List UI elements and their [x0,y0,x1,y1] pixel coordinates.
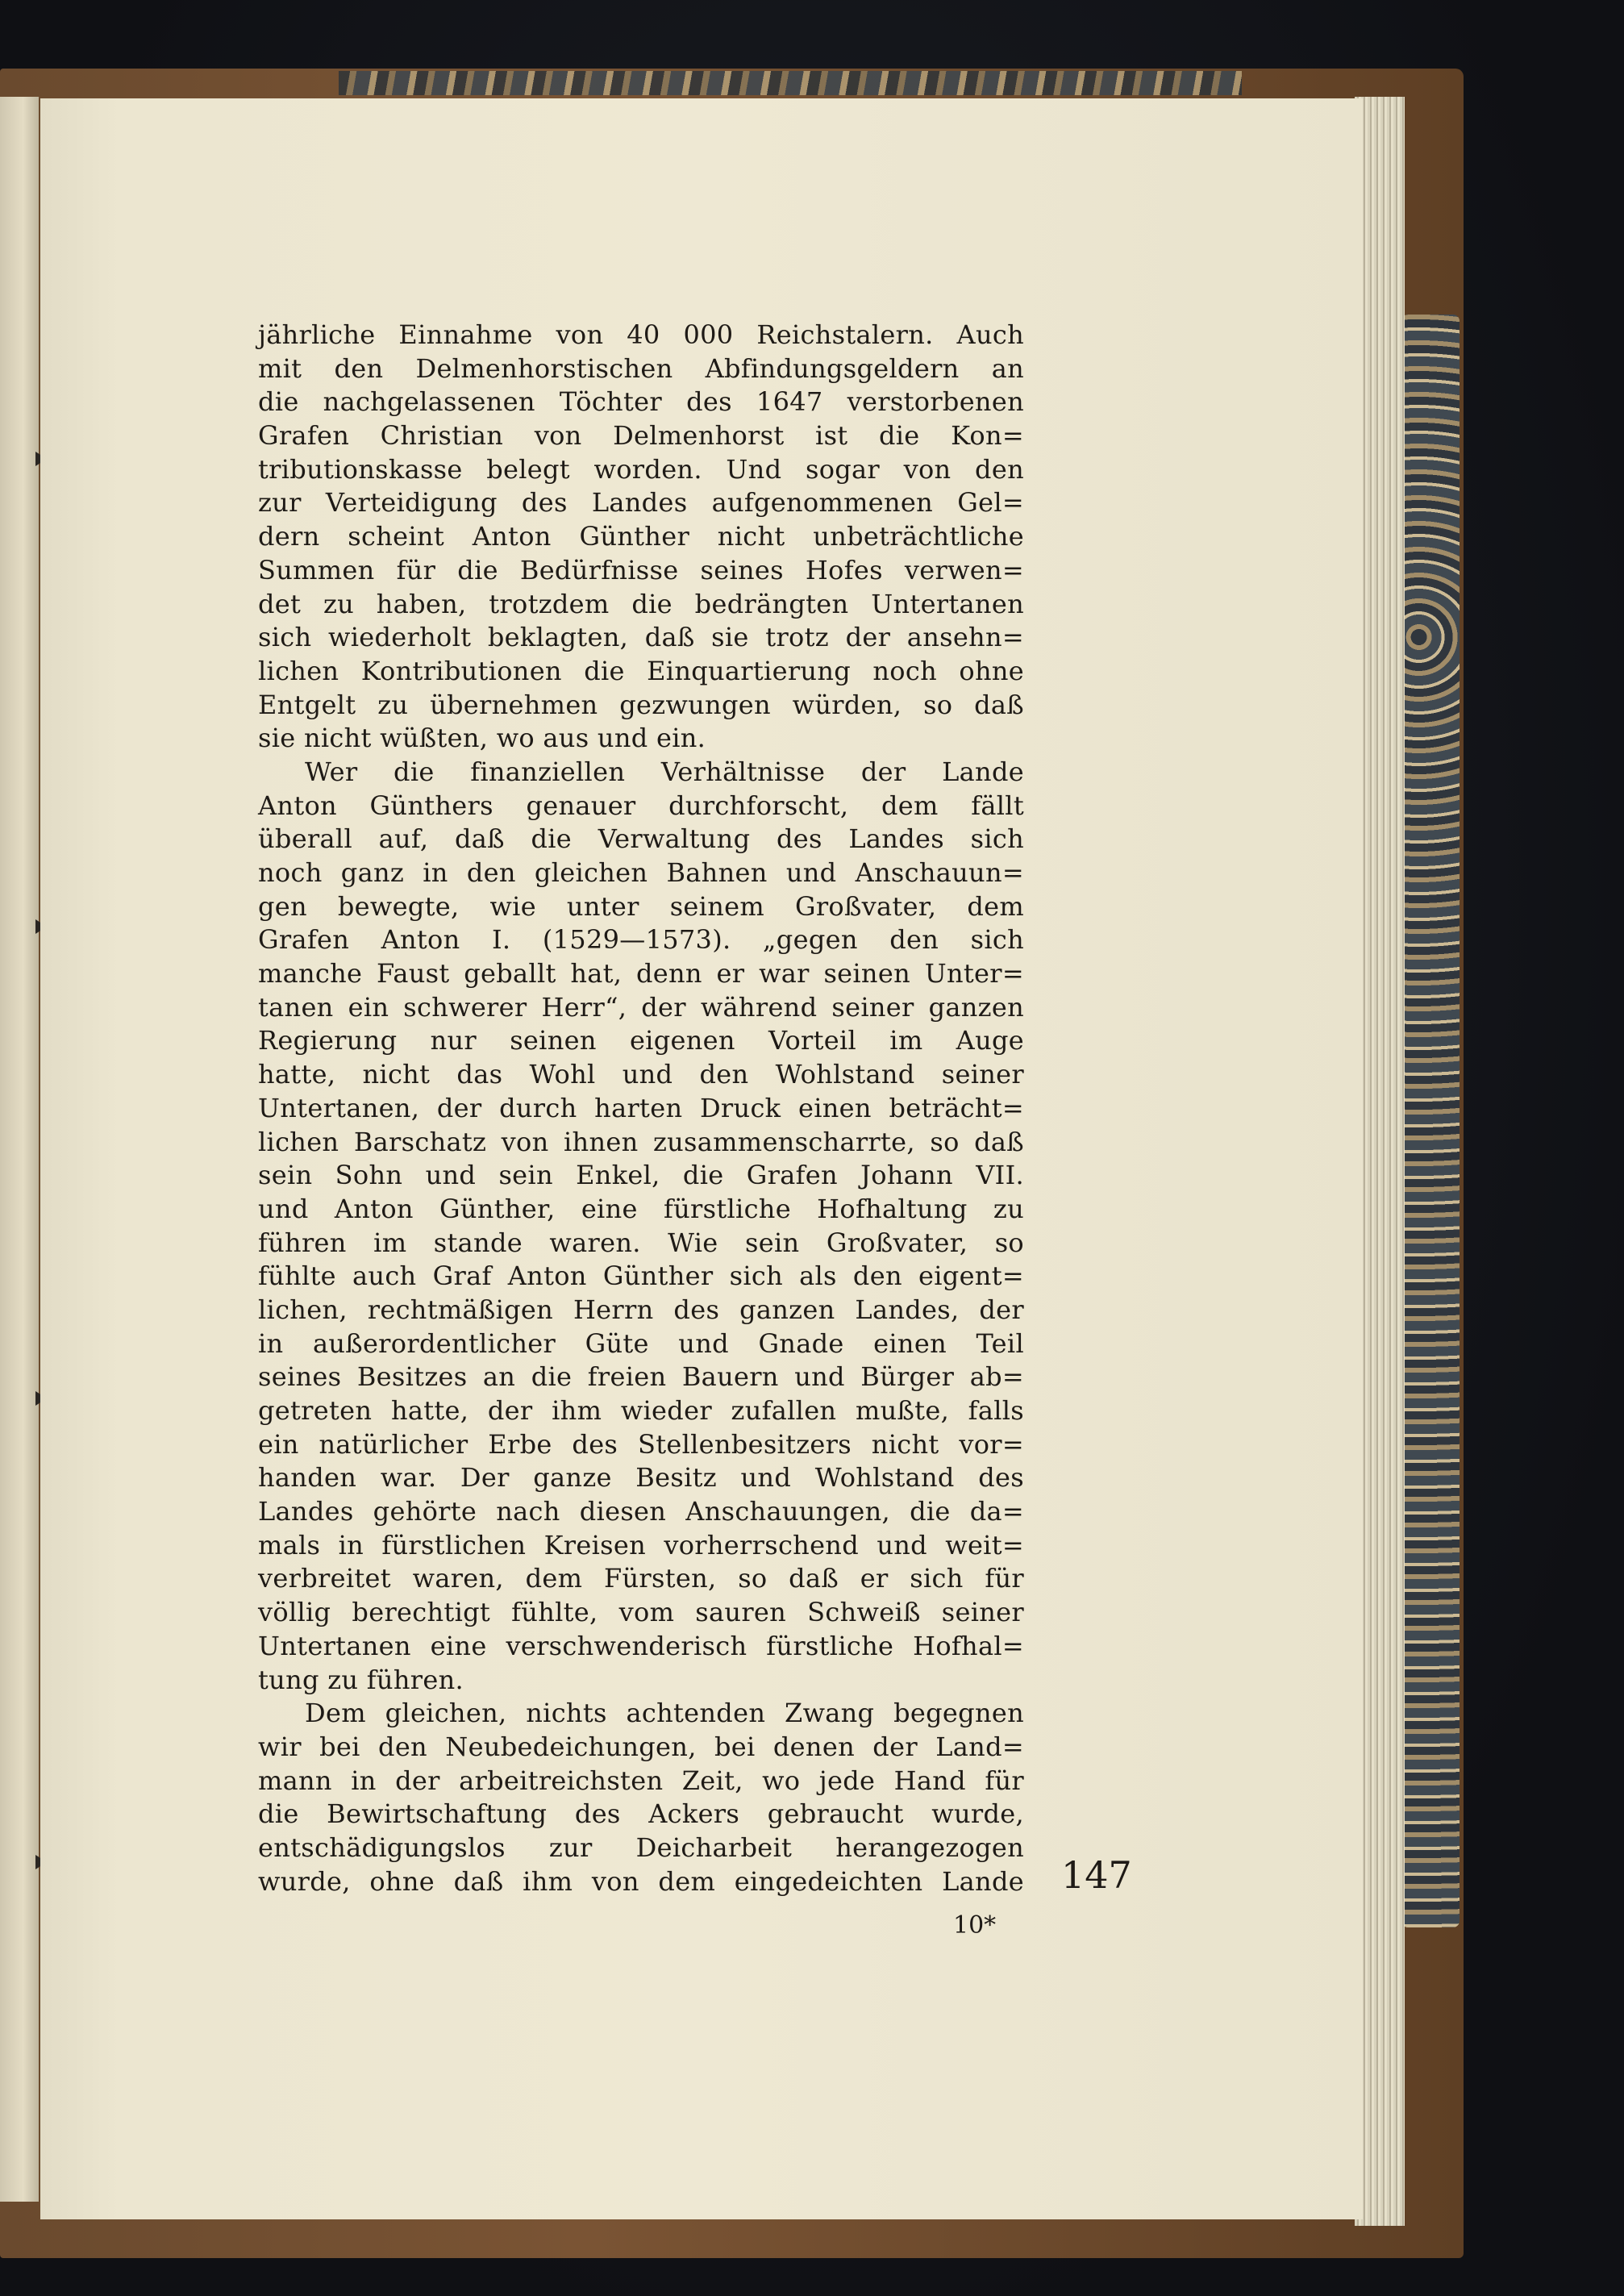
text-line: getreten hatte, der ihm wieder zufallen mußte, falls [258,1395,1024,1426]
text-line: seines Besitzes an die freien Bauern und Bürger ab= [258,1361,1024,1393]
text-line: Untertanen eine verschwenderisch fürstliche Hofhal= [258,1630,1024,1661]
text-line: mit den Delmenhorstischen Abfindungsgeldern an [258,352,1024,384]
signature-mark: 10* [953,1911,997,1940]
text-line: dern scheint Anton Günther nicht unbeträchtliche [258,521,1024,552]
text-line: und Anton Günther, eine fürstliche Hofhaltung zu [258,1193,1024,1224]
text-line: Wer die finanziellen Verhältnisse der Lande [305,756,1024,787]
text-line: Dem gleichen, nichts achtenden Zwang begegnen [305,1698,1024,1729]
text-line: tung zu führen. [258,1664,464,1695]
text-line: det zu haben, trotzdem die bedrängten Untertanen [258,588,1024,619]
text-line: Entgelt zu übernehmen gezwungen würden, so daß [258,689,1024,720]
text-line: Grafen Christian von Delmenhorst ist die Kon= [258,420,1024,452]
text-line: Anton Günthers genauer durchforscht, dem fällt [258,790,1024,821]
text-line: tanen ein schwerer Herr“, der während seiner ganzen [258,991,1024,1023]
text-line: in außerordentlicher Güte und Gnade einen Teil [258,1327,1024,1359]
text-line: die nachgelassenen Töchter des 1647 verstorbenen [258,386,1024,418]
text-line: lichen Barschatz von ihnen zusammenscharrte, so daß [258,1126,1024,1157]
text-line: Summen für die Bedürfnisse seines Hofes verwen= [258,554,1024,585]
text-line: überall auf, daß die Verwaltung des Landes sich [258,823,1024,855]
facing-page-edge [0,97,39,2202]
text-line: wurde, ohne daß ihm von dem eingedeichten Lande [258,1865,1024,1897]
text-line: entschädigungslos zur Deicharbeit herangezogen [258,1831,1024,1863]
text-line: Grafen Anton I. (1529—1573). „gegen den sich [258,924,1024,956]
text-line: Untertanen, der durch harten Druck einen beträcht= [258,1092,1024,1123]
text-line: sein Sohn und sein Enkel, die Grafen Johann VII. [258,1160,1024,1191]
text-line: wir bei den Neubedeichungen, bei denen der Land= [258,1731,1024,1762]
text-line: sich wiederholt beklagten, daß sie trotz der ansehn= [258,622,1024,653]
body-text [258,319,1024,1898]
page-number: 147 [1061,1853,1132,1897]
text-line: lichen Kontributionen die Einquartierung noch ohne [258,655,1024,686]
text-line: gen bewegte, wie unter seinem Großvater, dem [258,890,1024,922]
text-line: ein natürlicher Erbe des Stellenbesitzers nicht vor= [258,1428,1024,1460]
text-line: Landes gehörte nach diesen Anschauungen, die da= [258,1496,1024,1527]
text-line: völlig berechtigt fühlte, vom sauren Schweiß seiner [258,1597,1024,1628]
text-line: lichen, rechtmäßigen Herrn des ganzen Landes, der [258,1294,1024,1325]
text-line: sie nicht wüßten, wo aus und ein. [258,723,706,754]
text-line: zur Verteidigung des Landes aufgenommenen Gel= [258,487,1024,519]
text-line: fühlte auch Graf Anton Günther sich als den eigent= [258,1261,1024,1292]
text-line: hatte, nicht das Wohl und den Wohlstand seiner [258,1059,1024,1090]
marbled-cover-edge [1401,315,1460,1927]
text-line: verbreitet waren, dem Fürsten, so daß er sich für [258,1563,1024,1594]
text-line: führen im stande waren. Wie sein Großvater, so [258,1227,1024,1258]
text-line: mann in der arbeitreichsten Zeit, wo jede Hand für [258,1765,1024,1796]
marbled-cover-top [339,71,1242,95]
text-line: mals in fürstlichen Kreisen vorherrschend und weit= [258,1529,1024,1561]
text-line: noch ganz in den gleichen Bahnen und Anschauun= [258,857,1024,888]
text-line: jährliche Einnahme von 40 000 Reichstalern. Auch [258,319,1024,350]
text-line: tributionskasse belegt worden. Und sogar von den [258,453,1024,485]
text-line: handen war. Der ganze Besitz und Wohlstand des [258,1462,1024,1494]
text-line: manche Faust geballt hat, denn er war seinen Unter= [258,958,1024,990]
text-line: die Bewirtschaftung des Ackers gebraucht wurde, [258,1798,1024,1830]
text-line: Regierung nur seinen eigenen Vorteil im Auge [258,1025,1024,1056]
